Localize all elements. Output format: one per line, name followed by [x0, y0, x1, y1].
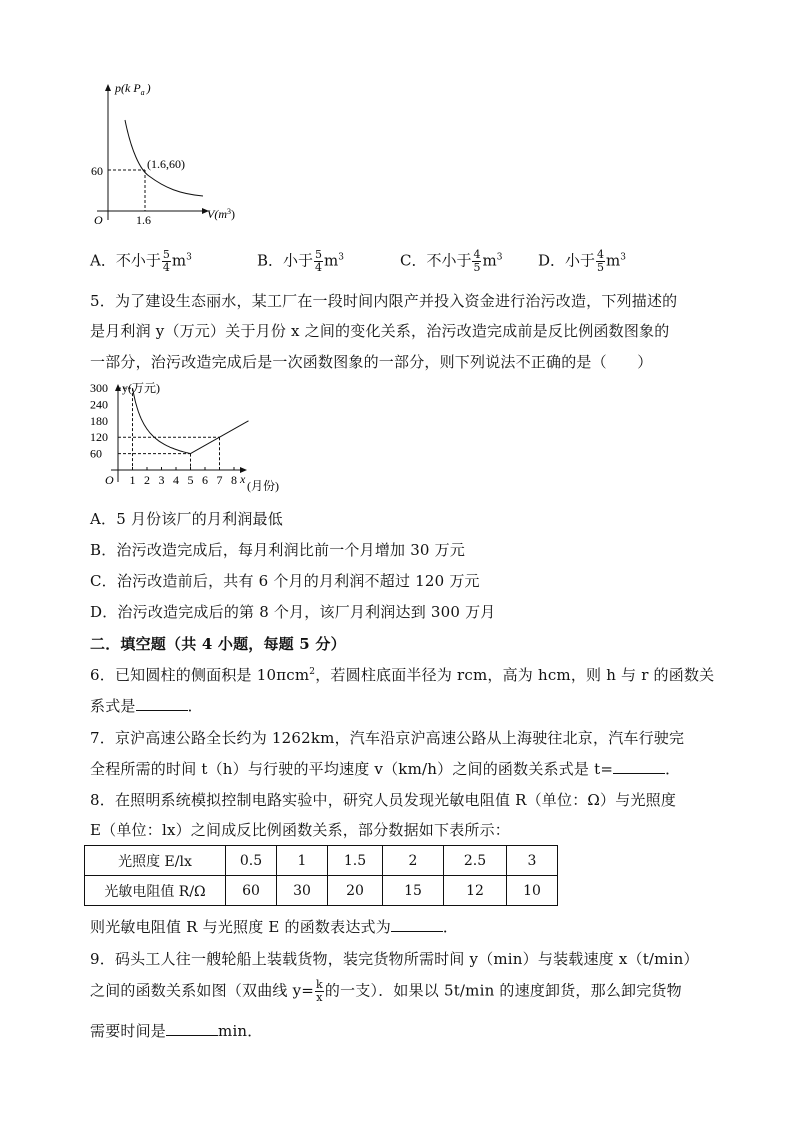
row-header: 光照度 E/lx [85, 846, 226, 876]
y-tick-label: 240 [90, 397, 108, 412]
table-cell: 30 [277, 876, 328, 906]
table-cell: 60 [226, 876, 277, 906]
y-tick-60: 60 [91, 164, 103, 178]
answer-blank[interactable] [613, 761, 665, 774]
q9-line-2: 之间的函数关系如图（双曲线 y= $\frac{k}{x}$ 的一支）．如果以 5t/min 的速度卸货，那么卸完货物 [90, 978, 682, 1004]
table-cell: 10 [507, 876, 558, 906]
origin-label: O [94, 213, 103, 227]
q8-data-table [84, 845, 558, 906]
answer-blank[interactable] [391, 919, 443, 932]
x-tick-1-6: 1.6 [136, 213, 151, 227]
q5-line-1: 5．为了建设生态丽水，某工厂在一段时间内限产并投入资金进行治污改造，下列描述的 [90, 292, 678, 310]
y-axis-label: y(万元) [122, 381, 160, 395]
x-tick-label: 8 [231, 473, 237, 487]
fraction: $\frac{k}{x}$ [316, 978, 323, 1004]
x-tick-label: 3 [158, 473, 165, 487]
q9-line-3: 需要时间是 min． [90, 1022, 263, 1040]
q6-line-2: 系式是 ． [90, 697, 203, 715]
q8-line-1: 8．在照明系统模拟控制电路实验中，研究人员发现光敏电阻值 R（单位：Ω）与光照度 [90, 791, 677, 809]
q7-line-2: 全程所需的时间 t（h）与行驶的平均速度 v（km/h）之间的函数关系式是 t= ． [90, 760, 681, 778]
table-cell: 3 [507, 846, 558, 876]
monthly-profit-graph [85, 380, 300, 495]
table-cell: 1 [277, 846, 328, 876]
inverse-curve [133, 388, 191, 454]
q5-option-c[interactable]: C．治污改造前后，共有 6 个月的月利润不超过 120 万元 [90, 572, 480, 590]
q8-after-table: 则光敏电阻值 R 与光照度 E 的函数表达式为 ． [90, 918, 459, 936]
y-tick-label: 120 [90, 430, 108, 445]
q9-line-1: 9．码头工人往一艘轮船上装载货物，装完货物所需时间 y（min）与装载速度 x（t/min） [90, 950, 699, 968]
q5-option-b[interactable]: B．治污改造完成后，每月利润比前一个月增加 30 万元 [90, 541, 466, 559]
q5-line-3: 一部分，治污改造完成后是一次函数图象的一部分，则下列说法不正确的是（ ） [90, 353, 653, 371]
x-tick-label: 1 [129, 473, 136, 487]
q5-line-2: 是月利润 y（万元）关于月份 x 之间的变化关系，治污改造完成前是反比例函数图象的 [90, 322, 670, 340]
q4-option-d[interactable]: D．小于 $\frac{4}{5}$ $m^3$ [538, 248, 626, 274]
answer-blank[interactable] [166, 1023, 218, 1036]
point-label: (1.6,60) [147, 157, 185, 171]
y-axis-arrow [115, 384, 121, 391]
q4-option-c[interactable]: C．不小于 $\frac{4}{5}$ $m^3$ [400, 248, 503, 274]
fraction: $\frac{5}{4}$ [162, 248, 170, 274]
table-cell: 12 [444, 876, 507, 906]
q4-option-b[interactable]: B．小于 $\frac{5}{4}$ $m^3$ [257, 248, 344, 274]
origin-label: O [105, 473, 114, 487]
pressure-volume-graph [85, 78, 255, 230]
y-axis-arrow [105, 84, 111, 91]
x-axis-label: x [240, 472, 246, 486]
graph-marks [118, 388, 249, 470]
table-cell: 15 [383, 876, 444, 906]
table-row [85, 876, 558, 906]
q4-option-a[interactable]: A．不小于 $\frac{5}{4}$ $m^3$ [90, 248, 192, 274]
fraction: $\frac{4}{5}$ [597, 248, 605, 274]
table-row [85, 846, 558, 876]
section-2-title: 二．填空题（共 4 小题，每题 5 分） [90, 635, 346, 653]
q5-option-d[interactable]: D．治污改造完成后的第 8 个月，该厂月利润达到 300 万月 [90, 603, 496, 621]
x-tick-label: 4 [173, 473, 179, 487]
x-tick-label: 5 [187, 473, 194, 487]
fraction: $\frac{4}{5}$ [473, 248, 481, 274]
fraction: $\frac{5}{4}$ [315, 248, 323, 274]
table-cell: 20 [328, 876, 383, 906]
x-axis-label: $V(m^3)$ [207, 207, 235, 221]
q7-line-1: 7．京沪高速公路全长约为 1262km，汽车沿京沪高速公路从上海驶往北京，汽车行驶完 [90, 729, 685, 747]
q6-line-1: 6．已知圆柱的侧面积是 10πcm$^2$，若圆柱底面半径为 rcm，高为 hcm，则 h 与 r 的函数关 [90, 666, 715, 684]
x-axis-unit: (月份) [247, 479, 279, 493]
x-tick-label: 2 [144, 473, 150, 487]
table-cell: 2.5 [444, 846, 507, 876]
q8-line-2: E（单位：lx）之间成反比例函数关系，部分数据如下表所示： [90, 821, 511, 839]
table-cell: 0.5 [226, 846, 277, 876]
x-tick-label: 7 [216, 473, 223, 487]
table-cell: 2 [383, 846, 444, 876]
q5-option-a[interactable]: A．5 月份该厂的月利润最低 [90, 510, 283, 528]
y-tick-labels [90, 381, 108, 461]
answer-blank[interactable] [136, 698, 188, 711]
row-header: 光敏电阻值 R/Ω [85, 876, 226, 906]
y-tick-label: 60 [90, 446, 102, 461]
y-tick-label: 180 [90, 413, 108, 428]
table-cell: 1.5 [328, 846, 383, 876]
x-tick-label: 6 [202, 473, 208, 487]
y-axis-label: p(k $P_a$ ) [115, 81, 151, 97]
y-tick-label: 300 [90, 381, 108, 396]
